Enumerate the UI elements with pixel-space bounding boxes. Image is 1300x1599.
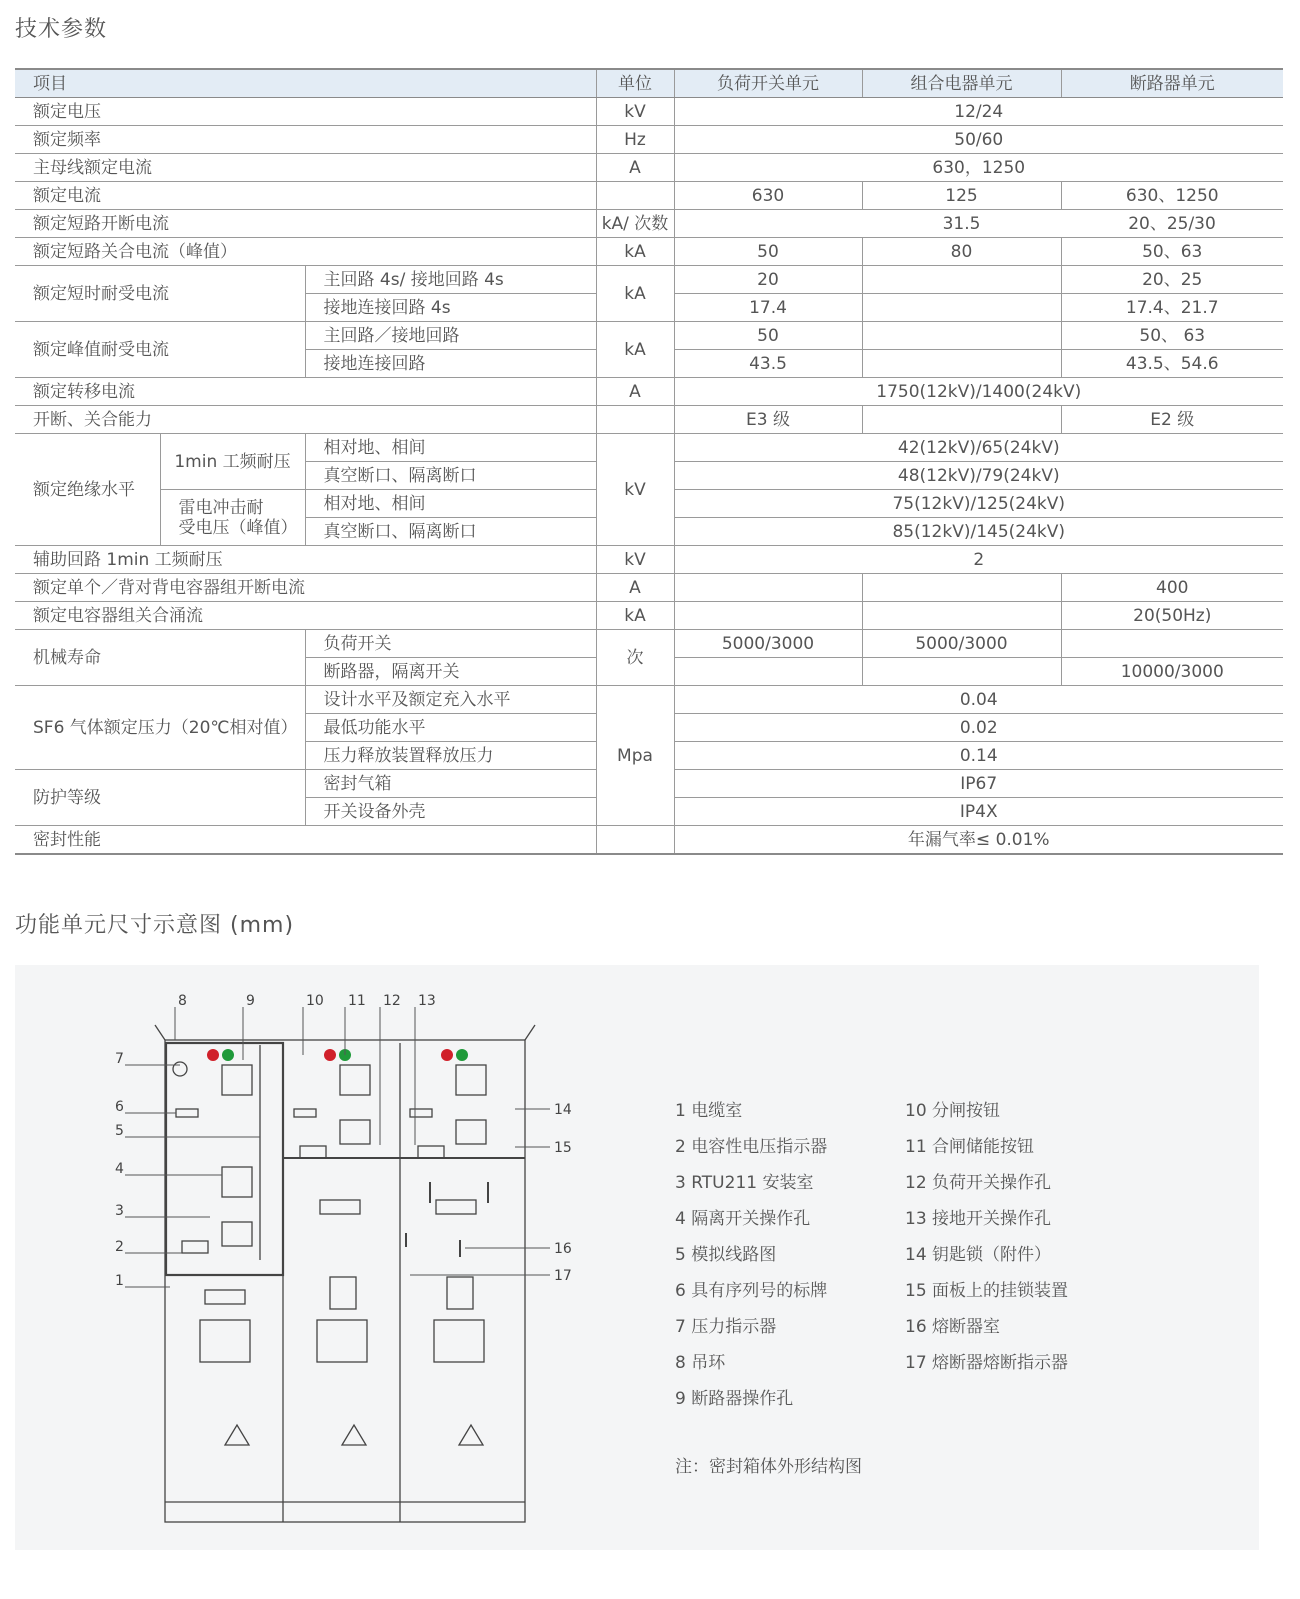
col-header-item: 项目 [15,69,596,98]
table-row: SF6 气体额定压力（20℃相对值） 设计水平及额定充入水平 Mpa 0.04 [15,686,1283,714]
callout-label: 1 [115,1273,124,1289]
handle-icon [320,1200,360,1214]
section-title-tech-params: 技术参数 [15,17,108,42]
left-compartment [166,1043,283,1275]
legend-item: 13 接地开关操作孔 [905,1209,1052,1229]
callout-label: 9 [246,993,255,1009]
callout-label: 6 [115,1099,124,1115]
table-row: 断路器，隔离开关 10000/3000 [15,658,1283,686]
warning-icon [225,1425,249,1445]
table-row: 额定转移电流 A 1750(12kV)/1400(24kV) [15,378,1283,406]
table-row: 额定短路关合电流（峰值） kA 50 80 50、63 [15,238,1283,266]
callout-label: 12 [383,993,401,1009]
table-row: 开关设备外壳 IP4X [15,798,1283,826]
table-row: 最低功能水平 0.02 [15,714,1283,742]
callout-label: 5 [115,1123,124,1139]
table-row: 额定电压 kV 12/24 [15,98,1283,126]
inspection-window-icon [434,1320,484,1362]
legend-item: 14 钥匙锁（附件） [905,1245,1052,1265]
spec-table [15,68,1283,855]
red-lamp-icon [324,1049,336,1061]
warning-icon [459,1425,483,1445]
cabinet-frame [165,1040,525,1522]
handle-icon [436,1200,476,1214]
legend-right [905,1093,1068,1381]
callout-label: 13 [418,993,436,1009]
legend-item: 4 隔离开关操作孔 [675,1209,811,1229]
legend-item: 8 吊环 [675,1353,726,1373]
callout-label: 7 [115,1051,124,1067]
legend-item: 9 断路器操作孔 [675,1389,794,1409]
callout-label: 17 [554,1268,572,1284]
table-row: 机械寿命 负荷开关 次 5000/3000 5000/3000 [15,630,1283,658]
table-row: 额定电容器组关合涌流 kA 20(50Hz) [15,602,1283,630]
table-row: 雷电冲击耐 受电压（峰值） 相对地、相间 75(12kV)/125(24kV) [15,490,1283,518]
callout-label: 3 [115,1203,124,1219]
table-row: 额定频率 Hz 50/60 [15,126,1283,154]
operating-hole-icon [340,1120,370,1144]
nameplate-icon [294,1109,316,1117]
red-lamp-icon [207,1049,219,1061]
table-row: 额定单个／背对背电容器组开断电流 A 400 [15,574,1283,602]
table-row: 接地连接回路 4s 17.4 17.4、21.7 [15,294,1283,322]
legend-item: 6 具有序列号的标牌 [675,1281,828,1301]
operating-hole-icon [222,1222,252,1246]
operating-hole-icon [456,1065,486,1095]
col-header-combo: 组合电器单元 [862,69,1061,98]
red-lamp-icon [441,1049,453,1061]
callout-label: 8 [178,993,187,1009]
legend-item: 15 面板上的挂锁装置 [905,1281,1069,1301]
pressure-gauge-icon [173,1062,187,1076]
table-row: 真空断口、隔离断口 85(12kV)/145(24kV) [15,518,1283,546]
legend-item: 3 RTU211 安装室 [675,1173,814,1193]
operating-hole-icon [340,1065,370,1095]
legend-item: 2 电容性电压指示器 [675,1137,828,1157]
callout-label: 10 [306,993,324,1009]
diagram-note: 注：密封箱体外形结构图 [675,1457,862,1477]
col-header-unit: 单位 [596,69,674,98]
legend-item: 7 压力指示器 [675,1317,777,1337]
callout-label: 2 [115,1239,124,1255]
operating-hole-icon [222,1065,252,1095]
callout-label: 14 [554,1102,572,1118]
green-lamp-icon [456,1049,468,1061]
legend-item: 17 熔断器熔断指示器 [905,1353,1069,1373]
voltage-indicator-icon [182,1241,208,1253]
table-row: 防护等级 密封气箱 IP67 [15,770,1283,798]
window-icon [330,1277,356,1309]
table-row: 压力释放装置释放压力 0.14 [15,742,1283,770]
operating-hole-icon [222,1167,252,1197]
legend-item: 10 分闸按钮 [905,1101,1001,1121]
switchgear-diagram [110,985,590,1525]
inspection-window-icon [317,1320,367,1362]
table-row: 密封性能 年漏气率≤ 0.01% [15,826,1283,855]
table-header-row [15,69,1283,98]
legend-item: 1 电缆室 [675,1101,743,1121]
nameplate-icon [176,1109,198,1117]
callout-label: 16 [554,1241,572,1257]
table-row: 真空断口、隔离断口 48(12kV)/79(24kV) [15,462,1283,490]
legend-item: 12 负荷开关操作孔 [905,1173,1052,1193]
table-row: 主母线额定电流 A 630，1250 [15,154,1283,182]
legend-item: 11 合闸储能按钮 [905,1137,1035,1157]
window-icon [447,1277,473,1309]
operating-hole-icon [456,1120,486,1144]
col-header-breaker: 断路器单元 [1061,69,1283,98]
table-row: 额定绝缘水平 1min 工频耐压 相对地、相间 kV 42(12kV)/65(24kV) [15,434,1283,462]
callout-label: 4 [115,1161,124,1177]
legend-item: 5 模拟线路图 [675,1245,777,1265]
voltage-indicator-icon [300,1146,326,1158]
section-title-diagram: 功能单元尺寸示意图 (mm) [15,913,295,938]
table-row: 辅助回路 1min 工频耐压 kV 2 [15,546,1283,574]
table-row: 额定短时耐受电流 主回路 4s/ 接地回路 4s kA 20 20、25 [15,266,1283,294]
table-row: 开断、关合能力 E3 级 E2 级 [15,406,1283,434]
nameplate-icon [410,1109,432,1117]
callout-label: 15 [554,1140,572,1156]
green-lamp-icon [222,1049,234,1061]
inspection-window-icon [200,1320,250,1362]
diagram-panel [15,965,1259,1550]
legend-left [675,1093,827,1417]
callout-label: 11 [348,993,366,1009]
lifting-eye-left [155,1025,165,1040]
warning-icon [342,1425,366,1445]
table-row: 额定峰值耐受电流 主回路／接地回路 kA 50 50、 63 [15,322,1283,350]
handle-icon [205,1290,245,1304]
legend-item: 16 熔断器室 [905,1317,1001,1337]
col-header-load-switch: 负荷开关单元 [674,69,862,98]
voltage-indicator-icon [418,1146,444,1158]
table-row: 额定电流 630 125 630、1250 [15,182,1283,210]
lifting-eye-right [525,1025,535,1040]
table-row: 额定短路开断电流 kA/ 次数 31.5 20、25/30 [15,210,1283,238]
table-row: 接地连接回路 43.5 43.5、54.6 [15,350,1283,378]
